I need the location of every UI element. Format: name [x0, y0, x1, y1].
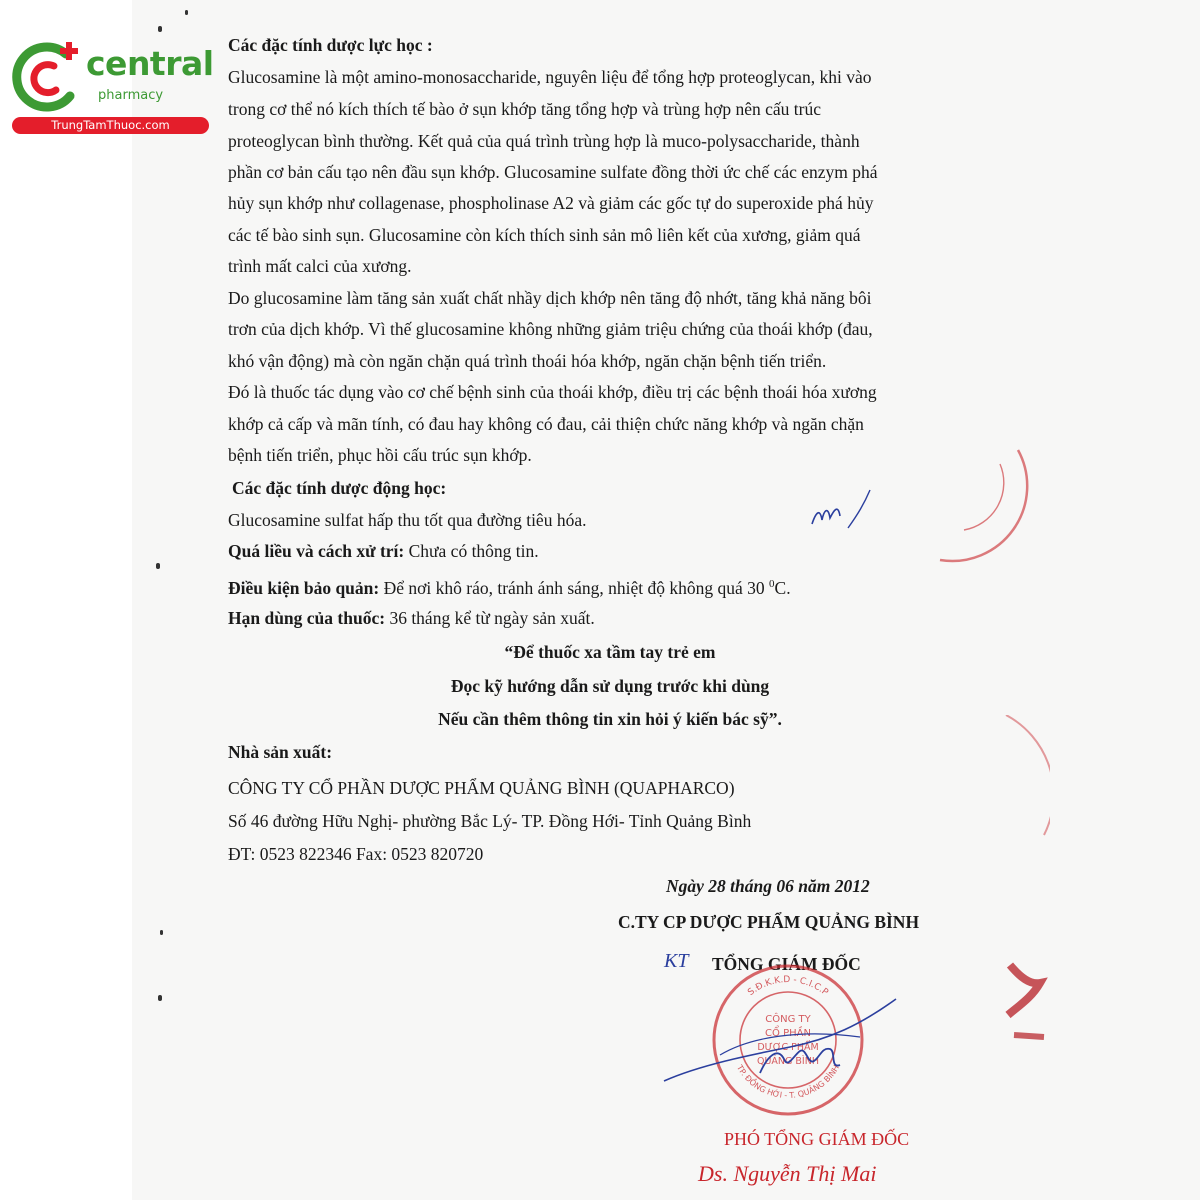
storage-text: Để nơi khô ráo, tránh ánh sáng, nhiệt độ không quá 30: [379, 578, 770, 598]
signature-date: Ngày 28 tháng 06 năm 2012: [666, 876, 870, 896]
body-line: các tế bào sinh sụn. Glucosamine còn kích thích sinh sản mô liên kết của xương, giảm quá: [228, 225, 861, 245]
deputy-name: Ds. Nguyễn Thị Mai: [698, 1161, 877, 1186]
deputy-title: PHÓ TỔNG GIÁM ĐỐC: [724, 1129, 910, 1149]
overdose-text: Chưa có thông tin.: [404, 541, 539, 561]
pharmacokinetics-text: Glucosamine sulfat hấp thu tốt qua đường tiêu hóa.: [228, 510, 587, 530]
warning-line: Nếu cần thêm thông tin xin hỏi ý kiến bác sỹ”.: [438, 709, 782, 729]
punch-mark: [185, 10, 188, 15]
logo-brand: central: [86, 44, 214, 83]
logo-sub: pharmacy: [98, 88, 164, 103]
warning-line: Đọc kỹ hướng dẫn sử dụng trước khi dùng: [450, 676, 770, 696]
partial-stamp-right: [930, 410, 1030, 570]
pharmacy-c-icon: [8, 38, 88, 118]
storage-line: [228, 573, 791, 599]
body-line: trình mất calci của xương.: [228, 256, 412, 276]
body-line: khó vận động) mà còn ngăn chặn quá trình thoái hóa khớp, ngăn chặn bệnh tiến triển.: [228, 351, 827, 371]
manufacturer-address: Số 46 đường Hữu Nghị- phường Bắc Lý- TP. Đồng Hới- Tỉnh Quảng Bình: [228, 811, 752, 831]
body-line: phần cơ bản cấu tạo nên đầu sụn khớp. Glucosamine sulfate đồng thời ức chế các enzym phá: [228, 162, 878, 182]
body-line: Glucosamine là một amino-monosaccharide, nguyên liệu để tổng hợp proteoglycan, khi vào: [228, 67, 872, 87]
edge-stamp-fragment: [1000, 715, 1050, 1055]
overdose-line: [228, 540, 539, 562]
shelf-life-line: [228, 607, 595, 629]
body-line: proteoglycan bình thường. Kết quả của quá trình trùng hợp là muco-polysaccharide, thành: [228, 131, 860, 151]
pharmacokinetics-heading: Các đặc tính dược động học:: [232, 478, 447, 498]
stamp-line: CÔNG TY: [765, 1014, 811, 1025]
storage-label: Điều kiện bảo quản:: [228, 578, 380, 598]
manufacturer-phone: ĐT: 0523 822346 Fax: 0523 820720: [228, 844, 484, 864]
stamp-line: DƯỢC PHẨM: [757, 1042, 819, 1053]
stamp-line: CỔ PHẦN: [765, 1028, 811, 1039]
pharmacodynamics-heading: Các đặc tính dược lực học :: [228, 35, 433, 55]
overdose-label: Quá liều và cách xử trí:: [228, 541, 405, 561]
punch-mark: [160, 930, 163, 935]
punch-mark: [158, 995, 162, 1001]
kt-handwritten: KT: [664, 950, 689, 972]
body-line: khớp cả cấp và mãn tính, có đau hay không có đau, cải thiện chức năng khớp và ngăn chặn: [228, 414, 864, 434]
shelf-life-text: 36 tháng kể từ ngày sản xuất.: [385, 608, 595, 628]
body-line: Do glucosamine làm tăng sản xuất chất nhầy dịch khớp nên tăng độ nhớt, tăng khả năng bôi: [228, 288, 872, 308]
body-line: bệnh tiến triển, phục hồi cấu trúc sụn khớp.: [228, 445, 532, 465]
signature-company: C.TY CP DƯỢC PHẨM QUẢNG BÌNH: [618, 912, 920, 932]
stamp-ring-bottom: TP. ĐỒNG HỚI - T. QUẢNG BÌNH: [734, 1063, 842, 1101]
initials-mark: [808, 484, 878, 534]
body-line: hủy sụn khớp như collagenase, phospholinase A2 và giảm các gốc tự do superoxide phá hủy: [228, 193, 874, 213]
logo-url[interactable]: TrungTamThuoc.com: [12, 117, 209, 134]
body-line: Đó là thuốc tác dụng vào cơ chế bệnh sinh của thoái khớp, điều trị các bệnh thoái hóa xương: [228, 382, 877, 402]
punch-mark: [158, 26, 162, 32]
punch-mark: [156, 563, 160, 569]
stamp-line: QUẢNG BÌNH: [757, 1056, 819, 1067]
body-line: trơn của dịch khớp. Vì thế glucosamine không những giảm triệu chứng của thoái khớp (đau,: [228, 319, 873, 339]
manufacturer-name: CÔNG TY CỔ PHẦN DƯỢC PHẨM QUẢNG BÌNH (QUAPHARCO): [228, 778, 735, 798]
body-line: trong cơ thể nó kích thích tế bào ở sụn khớp tăng tổng hợp và trùng hợp nên cấu trúc: [228, 99, 822, 119]
signature-title: TỔNG GIÁM ĐỐC: [712, 954, 861, 974]
storage-unit: C.: [774, 578, 791, 598]
stamp-ring-top: S.Đ.K.K.D - C.I.C.P: [746, 974, 830, 999]
warning-line: “Để thuốc xa tầm tay trẻ em: [504, 642, 716, 662]
manufacturer-heading: Nhà sản xuất:: [228, 742, 333, 762]
director-signature: [660, 985, 900, 1095]
shelf-life-label: Hạn dùng của thuốc:: [228, 608, 386, 628]
storage-degree: 0: [769, 578, 775, 590]
